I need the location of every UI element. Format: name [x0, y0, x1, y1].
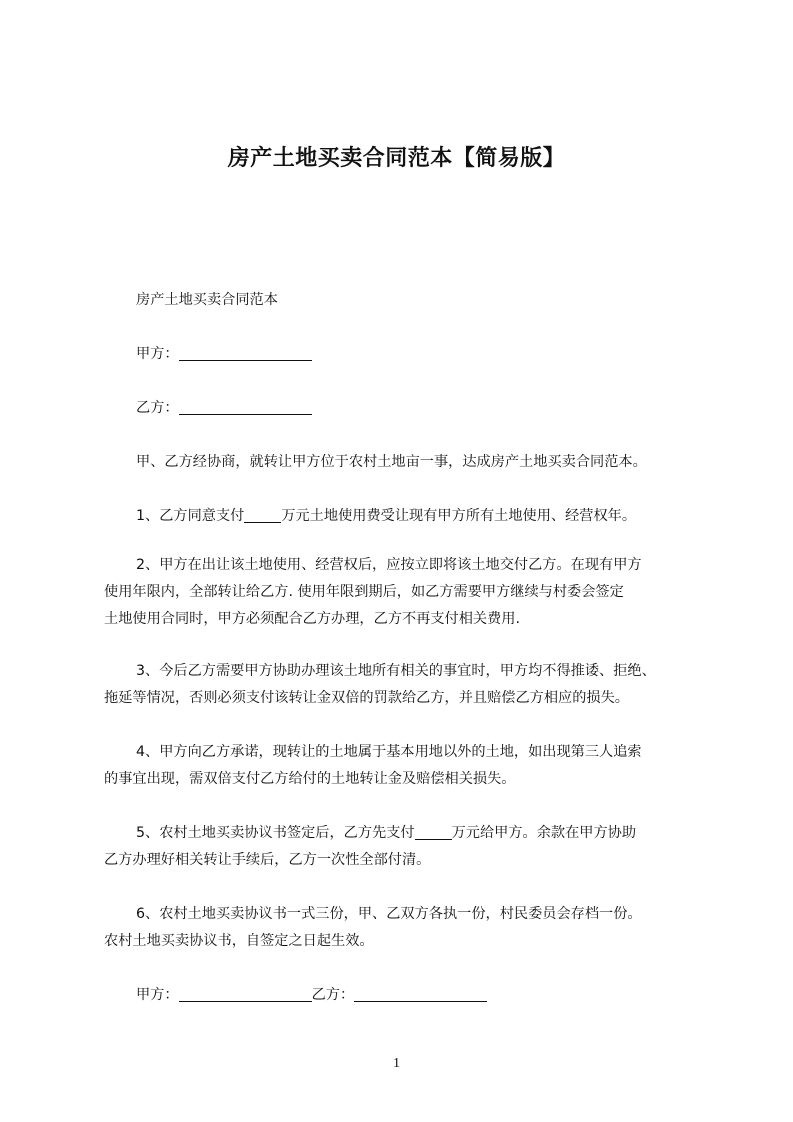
clause-5-post: 万元给甲方。余款在甲方协助	[451, 825, 637, 841]
clause-1-pre: 1、乙方同意支付	[136, 508, 245, 524]
party-a-blank[interactable]	[179, 346, 312, 361]
party-b-label: 乙方：	[136, 400, 179, 416]
sign-a-label: 甲方：	[136, 987, 179, 1003]
party-a-line	[136, 344, 312, 364]
clause-4-line-1: 4、甲方向乙方承诺，现转让的土地属于基本用地以外的土地，如出现第三人追索	[136, 744, 642, 760]
party-b-blank[interactable]	[179, 400, 312, 415]
party-a-label: 甲方：	[136, 346, 179, 362]
clause-5-line-2: 乙方办理好相关转让手续后，乙方一次性全部付清。	[104, 852, 431, 868]
party-b-line	[136, 398, 312, 418]
clause-1-amount-blank[interactable]	[244, 508, 281, 523]
clause-6-line-1: 6、农村土地买卖协议书一式三份，甲、乙双方各执一份，村民委员会存档一份。	[136, 906, 642, 922]
clause-2-line-3: 土地使用合同时，甲方必须配合乙方办理，乙方不再支付相关费用.	[104, 611, 520, 627]
sign-a-blank[interactable]	[179, 987, 312, 1002]
sign-b-blank[interactable]	[354, 987, 487, 1002]
clause-2-line-2: 使用年限内，全部转让给乙方. 使用年限到期后，如乙方需要甲方继续与村委会签定	[104, 584, 624, 600]
page-number: 1	[393, 1056, 400, 1071]
clause-4-line-2: 的事宜出现，需双倍支付乙方给付的土地转让金及赔偿相关损失。	[104, 771, 516, 787]
clause-6-line-2: 农村土地买卖协议书，自签定之日起生效。	[104, 933, 374, 949]
document-title: 房产土地买卖合同范本【简易版】	[227, 146, 566, 171]
sign-b-label: 乙方：	[311, 987, 355, 1003]
intro-paragraph: 甲、乙方经协商，就转让甲方位于农村土地亩一事，达成房产土地买卖合同范本。	[136, 454, 647, 470]
clause-1-post: 万元土地使用费受让现有甲方所有土地使用、经营权年。	[281, 508, 637, 524]
clause-5-line-1	[136, 823, 636, 843]
clause-5-pre: 5、农村土地买卖协议书签定后，乙方先支付	[136, 825, 415, 841]
clause-2-line-1: 2、甲方在出让该土地使用、经营权后，应按立即将该土地交付乙方。在现有甲方	[136, 557, 642, 573]
clause-1	[136, 506, 636, 526]
contract-subtitle: 房产土地买卖合同范本	[136, 292, 278, 308]
signature-line	[136, 985, 487, 1005]
clause-5-amount-blank[interactable]	[415, 825, 452, 840]
clause-3-line-2: 拖延等情况，否则必须支付该转让金双倍的罚款给乙方，并且赔偿乙方相应的损失。	[104, 690, 629, 706]
clause-3-line-1: 3、今后乙方需要甲方协助办理该土地所有相关的事宜时，甲方均不得推诿、拒绝、	[136, 663, 656, 679]
